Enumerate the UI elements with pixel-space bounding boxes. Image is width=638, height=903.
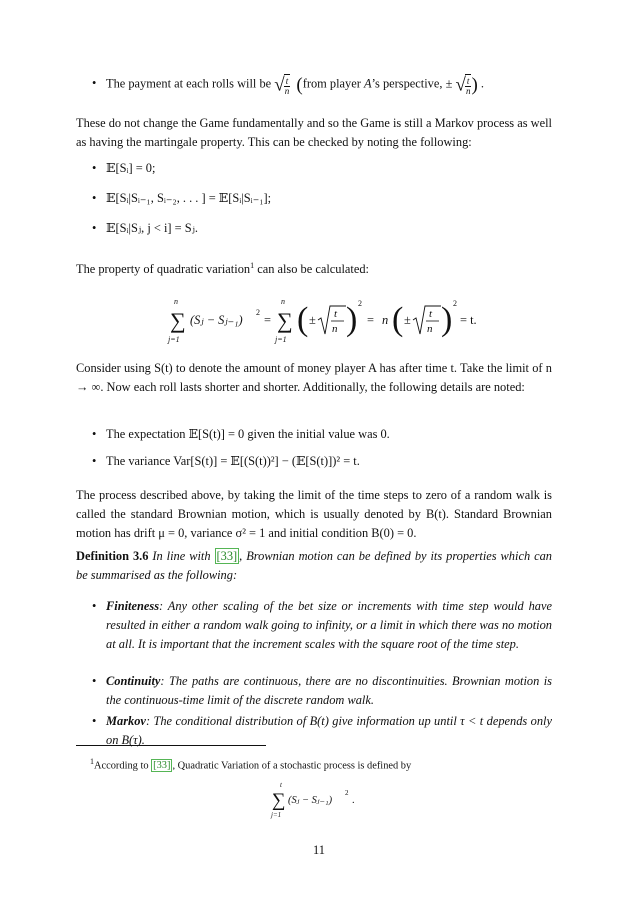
sum-sign-1: ∑ xyxy=(170,308,186,333)
result: = t. xyxy=(460,313,477,327)
footnote-mark: 1 xyxy=(250,261,255,270)
right-paren: ) xyxy=(346,301,358,338)
property-name: Finiteness xyxy=(106,599,160,613)
list-details-2: • The variance Var[S(t)] = 𝔼[(S(t))²] − (𝔼[S(t)])² = t. xyxy=(92,452,552,471)
player-a: A xyxy=(364,76,372,91)
frac-num-2: t xyxy=(429,308,433,320)
sum-term: (Sⱼ − Sⱼ₋₁) xyxy=(288,795,333,806)
frac-den: n xyxy=(332,323,338,335)
bullet-dot: • xyxy=(92,76,97,90)
page-number: 11 xyxy=(313,843,325,857)
citation-link[interactable]: [33] xyxy=(153,760,171,772)
definition-intro: In line with xyxy=(152,549,211,563)
citation-link[interactable]: [33] xyxy=(216,549,238,563)
right-paren-2: ) xyxy=(441,301,453,338)
footnote-mark: 1 xyxy=(90,757,94,766)
bullet-payment-text: The payment at each rolls will be √ $\frac{t}{n}$ (from player A’s perspective, ± √ $\frac{t}{n}$ ) . xyxy=(106,74,484,96)
frac-den: n xyxy=(465,85,471,96)
exponent: 2 xyxy=(256,308,260,317)
plus-minus-2: ± xyxy=(404,313,411,327)
plus-minus: ± xyxy=(445,76,453,91)
list-expectation-2: • 𝔼[Sᵢ|Sᵢ₋₁, Sᵢ₋₂, . . . ] = 𝔼[Sᵢ|Sᵢ₋₁]; xyxy=(92,189,552,208)
sqrt-t-over-n-2: √ $\frac{t}{n}$ xyxy=(455,74,471,96)
n-factor: n xyxy=(382,313,389,327)
equals-sign: = xyxy=(264,313,271,327)
payment-text: The payment at each rolls will be xyxy=(106,76,272,91)
list-item: 𝔼[Sᵢ] = 0; xyxy=(106,161,156,175)
definition-label: Definition 3.6 xyxy=(76,549,149,563)
paragraph-quadratic xyxy=(76,256,552,279)
sum-term: (Sⱼ − Sⱼ₋₁) xyxy=(190,313,243,327)
exponent-3: 2 xyxy=(453,299,457,308)
footnote xyxy=(90,755,550,773)
frac-num: t xyxy=(334,308,338,320)
sqrt-t-over-n: √ $\frac{t}{n}$ xyxy=(274,74,290,96)
plus-minus: ± xyxy=(309,313,316,327)
sum-lower: j=1 xyxy=(168,335,180,344)
bullet-payment xyxy=(92,74,552,96)
paragraph-limit: Consider using S(t) to denote the amount of money player A has after time t. Take the limit of n → ∞. Now each roll lasts shorter and shorter. Additionally, the following details are noted: xyxy=(76,361,552,394)
persp-text: from player xyxy=(302,76,361,91)
definition-3-6 xyxy=(76,547,552,585)
property-name: Continuity xyxy=(106,674,161,688)
footnote-text: According to xyxy=(94,760,149,772)
frac-den-2: n xyxy=(427,323,433,335)
property-name: Markov xyxy=(106,714,146,728)
property-text: : The paths are continuous, there are no discontinuities. Brownian motion is the continuous-time limit of the discrete random walk. xyxy=(106,674,552,707)
frac-den: n xyxy=(284,85,290,96)
footnote-text-tail: , Quadratic Variation of a stochastic process is defined by xyxy=(172,760,412,772)
equals-sign-2: = xyxy=(367,313,374,327)
period: . xyxy=(480,76,484,91)
footnote-equation xyxy=(268,778,368,820)
persp-tail: ’s perspective, xyxy=(371,76,443,91)
property-text: : Any other scaling of the bet size or increments with time step would have resulted in either a random walk going to infinity, or a limit in which there was no motion at all. It is important that the increment scales with the square root of the time step. xyxy=(106,599,552,651)
paragraph-markov: These do not change the Game fundamentally and so the Game is still a Markov process as well as having the martingale property. This can be checked by noting the following: xyxy=(76,116,552,149)
list-item: 𝔼[Sᵢ|Sⱼ, j < i] = Sⱼ. xyxy=(106,221,198,235)
period: . xyxy=(352,795,355,806)
definition-intro-tail: , Brownian motion can be defined by its properties which can be summarised as the following: xyxy=(76,549,552,582)
quadratic-variation-equation xyxy=(160,292,480,348)
property-continuity: • Continuity: The paths are continuous, there are no discontinuities. Brownian motion is the continuous-time limit of the discrete random walk. xyxy=(92,674,552,707)
para2-tail: can also be calculated: xyxy=(254,262,369,277)
property-markov: • Markov: The conditional distribution of B(t) give information up until τ < t depends only on B(τ). xyxy=(92,714,552,747)
left-paren: ( xyxy=(297,301,309,338)
list-item: 𝔼[Sᵢ|Sᵢ₋₁, Sᵢ₋₂, . . . ] = 𝔼[Sᵢ|Sᵢ₋₁]; xyxy=(106,191,272,205)
sum-sign: ∑ xyxy=(272,790,286,811)
list-expectation-1: • 𝔼[Sᵢ] = 0; xyxy=(92,159,552,178)
exponent-2: 2 xyxy=(358,299,362,308)
list-details-1: • The expectation 𝔼[S(t)] = 0 given the initial value was 0. xyxy=(92,425,552,444)
sum-upper: n xyxy=(174,297,178,306)
sum-lower-2: j=1 xyxy=(275,335,287,344)
footnote-rule xyxy=(76,745,266,746)
sum-upper-2: n xyxy=(281,297,285,306)
property-finiteness: • Finiteness: Any other scaling of the bet size or increments with time step would have resulted in either a random walk going to infinity, or a limit in which there was no motion at all. It is important that the increment scales with the square root of the time step. xyxy=(92,599,552,651)
property-text: : The conditional distribution of B(t) give information up until τ < t depends only on B(τ). xyxy=(106,714,552,747)
sum-upper: t xyxy=(280,781,282,789)
sum-sign-2: ∑ xyxy=(277,308,293,333)
paragraph-brownian: The process described above, by taking the limit of the time steps to zero of a random walk is called the standard Brownian motion, which is usually denoted by B(t). Standard Brownian motion has drift μ = 0, variance σ² = 1 and initial condition B(0) = 0. xyxy=(76,488,552,540)
list-item: The expectation 𝔼[S(t)] = 0 given the initial value was 0. xyxy=(106,427,390,441)
para2-text: The property of quadratic variation xyxy=(76,262,251,277)
exponent: 2 xyxy=(345,789,349,797)
list-expectation-3: • 𝔼[Sᵢ|Sⱼ, j < i] = Sⱼ. xyxy=(92,219,552,238)
left-paren-2: ( xyxy=(392,301,404,338)
frac-num: t xyxy=(466,75,470,86)
frac-num: t xyxy=(285,75,289,86)
list-item: The variance Var[S(t)] = 𝔼[(S(t))²] − (𝔼[S(t)])² = t. xyxy=(106,454,360,468)
sum-lower: j=1 xyxy=(271,811,282,819)
